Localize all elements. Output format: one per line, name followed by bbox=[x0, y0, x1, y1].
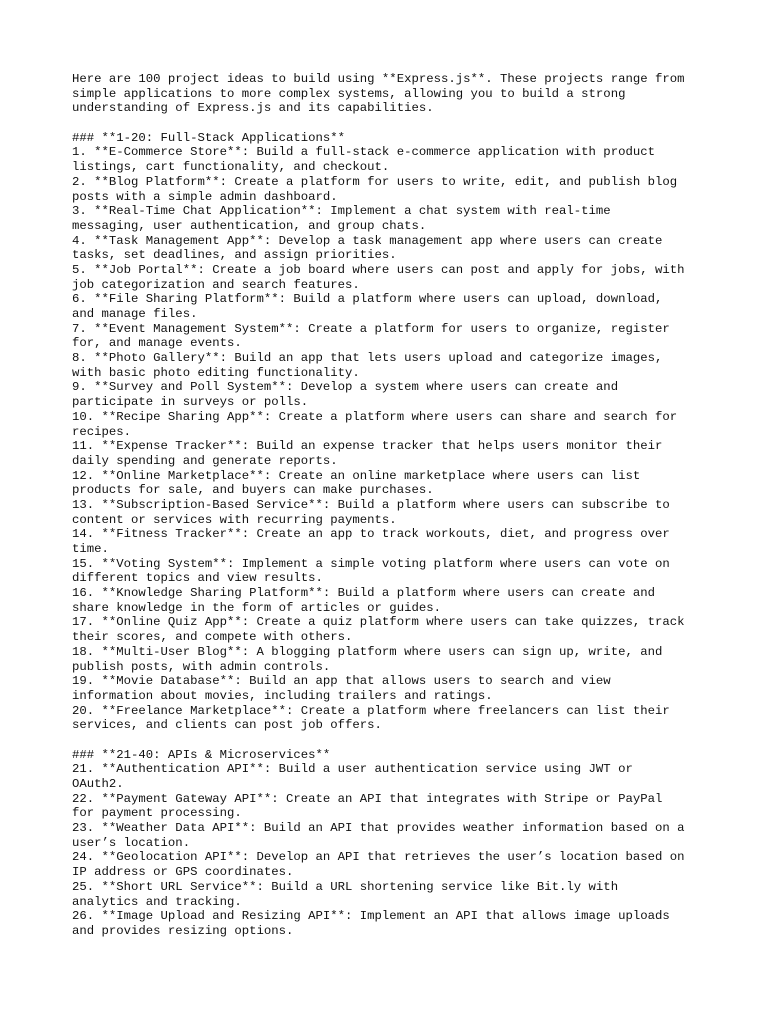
list-line: 15. **Voting System**: Implement a simple voting platform where users can vote on bbox=[72, 556, 670, 571]
list-line: 21. **Authentication API**: Build a user authentication service using JWT or bbox=[72, 762, 633, 777]
project-list bbox=[72, 762, 712, 938]
list-line: messaging, user authentication, and group chats. bbox=[72, 218, 427, 233]
list-line: IP address or GPS coordinates. bbox=[72, 865, 294, 880]
intro-line: Here are 100 project ideas to build using **Express.js**. These projects range from bbox=[72, 72, 685, 86]
list-line: 23. **Weather Data API**: Build an API that provides weather information based on a bbox=[72, 821, 685, 836]
intro-paragraph bbox=[72, 72, 712, 116]
list-line: OAuth2. bbox=[72, 777, 124, 791]
list-line: their scores, and compete with others. bbox=[72, 630, 353, 645]
list-line: for payment processing. bbox=[72, 806, 242, 821]
document-page bbox=[72, 72, 712, 939]
list-line: daily spending and generate reports. bbox=[72, 453, 338, 468]
list-line: 7. **Event Management System**: Create a platform for users to organize, register bbox=[72, 321, 670, 336]
list-line: 25. **Short URL Service**: Build a URL shortening service like Bit.ly with bbox=[72, 879, 619, 894]
list-line: listings, cart functionality, and checkout. bbox=[72, 160, 390, 175]
list-line: 24. **Geolocation API**: Develop an API that retrieves the user’s location based on bbox=[72, 850, 685, 865]
list-line: 6. **File Sharing Platform**: Build a platform where users can upload, download, bbox=[72, 292, 663, 307]
list-line: products for sale, and buyers can make purchases. bbox=[72, 483, 434, 498]
list-line: 1. **E-Commerce Store**: Build a full-stack e-commerce application with product bbox=[72, 145, 655, 160]
list-line: 11. **Expense Tracker**: Build an expense tracker that helps users monitor their bbox=[72, 439, 663, 454]
list-line: 2. **Blog Platform**: Create a platform for users to write, edit, and publish blog bbox=[72, 174, 678, 189]
list-line: 22. **Payment Gateway API**: Create an API that integrates with Stripe or PayPal bbox=[72, 791, 663, 806]
list-line: 20. **Freelance Marketplace**: Create a platform where freelancers can list their bbox=[72, 703, 670, 718]
list-line: 26. **Image Upload and Resizing API**: Implement an API that allows image uploads bbox=[72, 909, 670, 924]
list-line: different topics and view results. bbox=[72, 571, 323, 586]
list-line: and manage files. bbox=[72, 307, 198, 321]
list-line: analytics and tracking. bbox=[72, 894, 242, 909]
list-line: content or services with recurring payments. bbox=[72, 512, 397, 527]
list-line: services, and clients can post job offers. bbox=[72, 718, 382, 733]
blank-line bbox=[72, 733, 712, 748]
list-line: share knowledge in the form of articles or guides. bbox=[72, 600, 441, 615]
list-line: user’s location. bbox=[72, 835, 191, 850]
list-line: 12. **Online Marketplace**: Create an online marketplace where users can list bbox=[72, 468, 641, 483]
section-apis bbox=[72, 748, 712, 939]
section-heading: ### **21-40: APIs & Microservices** bbox=[72, 747, 331, 762]
list-line: 19. **Movie Database**: Build an app that allows users to search and view bbox=[72, 674, 611, 689]
project-list bbox=[72, 145, 712, 733]
list-line: 4. **Task Management App**: Develop a task management app where users can create bbox=[72, 233, 663, 248]
list-line: 10. **Recipe Sharing App**: Create a platform where users can share and search for bbox=[72, 409, 678, 424]
list-line: 9. **Survey and Poll System**: Develop a system where users can create and bbox=[72, 380, 619, 395]
list-line: 8. **Photo Gallery**: Build an app that lets users upload and categorize images, bbox=[72, 351, 663, 366]
section-heading: ### **1-20: Full-Stack Applications** bbox=[72, 130, 346, 145]
list-line: publish posts, with admin controls. bbox=[72, 659, 331, 674]
list-line: 14. **Fitness Tracker**: Create an app to track workouts, diet, and progress over bbox=[72, 527, 670, 542]
list-line: for, and manage events. bbox=[72, 336, 242, 351]
list-line: 13. **Subscription-Based Service**: Build a platform where users can subscribe to bbox=[72, 497, 670, 512]
list-line: information about movies, including trailers and ratings. bbox=[72, 688, 493, 703]
list-line: 5. **Job Portal**: Create a job board where users can post and apply for jobs, with bbox=[72, 262, 685, 277]
list-line: 18. **Multi-User Blog**: A blogging platform where users can sign up, write, and bbox=[72, 644, 663, 659]
section-full-stack bbox=[72, 131, 712, 733]
list-line: 3. **Real-Time Chat Application**: Implement a chat system with real-time bbox=[72, 204, 611, 219]
blank-line bbox=[72, 116, 712, 131]
list-line: 16. **Knowledge Sharing Platform**: Build a platform where users can create and bbox=[72, 586, 655, 601]
list-line: recipes. bbox=[72, 424, 132, 439]
list-line: with basic photo editing functionality. bbox=[72, 365, 360, 380]
list-line: participate in surveys or polls. bbox=[72, 395, 309, 410]
intro-line: simple applications to more complex systems, allowing you to build a strong bbox=[72, 86, 626, 101]
list-line: time. bbox=[72, 542, 109, 556]
list-line: tasks, set deadlines, and assign priorities. bbox=[72, 248, 397, 263]
list-line: posts with a simple admin dashboard. bbox=[72, 189, 338, 204]
intro-line: understanding of Express.js and its capabilities. bbox=[72, 101, 434, 116]
list-line: 17. **Online Quiz App**: Create a quiz platform where users can take quizzes, track bbox=[72, 615, 685, 630]
list-line: job categorization and search features. bbox=[72, 277, 360, 292]
list-line: and provides resizing options. bbox=[72, 923, 294, 938]
